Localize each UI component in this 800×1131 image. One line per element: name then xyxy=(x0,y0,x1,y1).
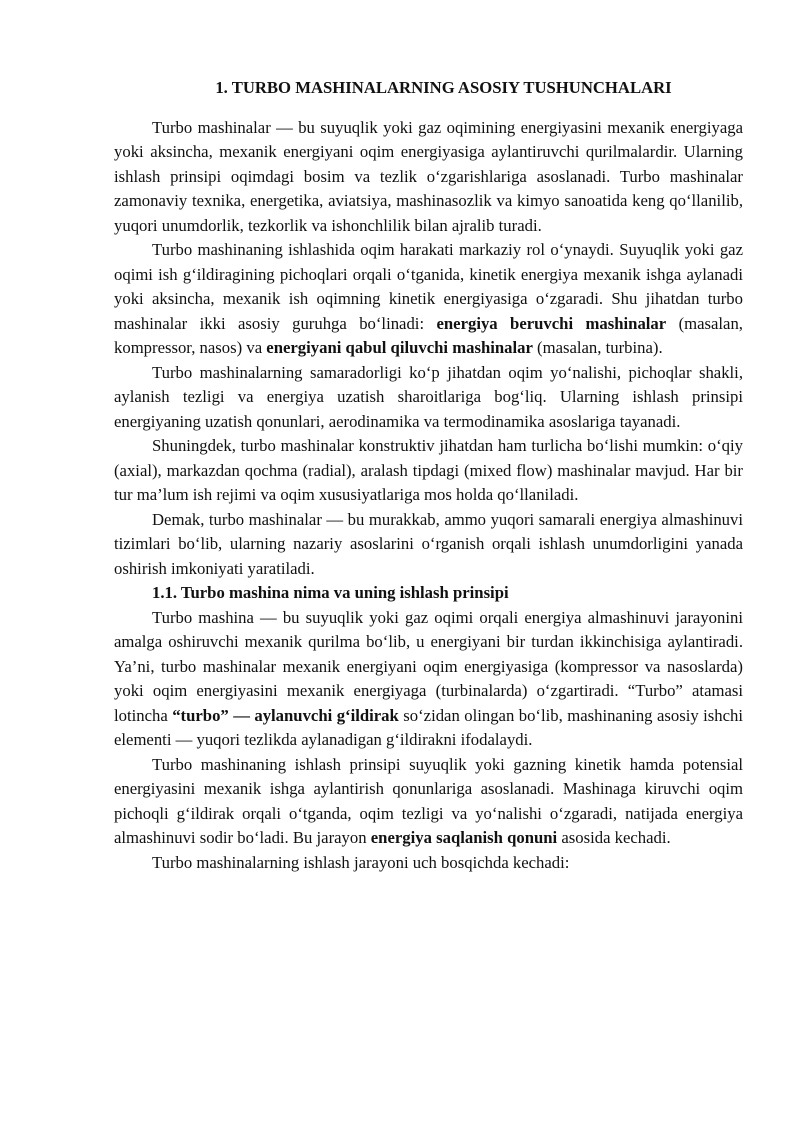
paragraph-principle xyxy=(114,753,743,851)
paragraph-flow-role xyxy=(114,238,743,361)
section-subtitle: 1.1. Turbo mashina nima va uning ishlash prinsipi xyxy=(152,583,509,602)
text-run: Turbo mashinaning ishlash prinsipi suyuqlik yoki gazning kinetik hamda potensial energiyasini mexanik ishga aylantirish qonunlariga asoslanadi. Mashinaga kiruvchi oqim pichoqli g‘ildirak orqali o‘tganda, oqim tezligi va yo‘nalishi o‘zgaradi, natijada energiya almashinuvi sodir bo‘ladi. Bu jarayon xyxy=(114,754,743,847)
document-page xyxy=(114,68,743,875)
paragraph-intro: Turbo mashinalar — bu suyuqlik yoki gaz oqimining energiyasini mexanik energiyaga yoki aksincha, mexanik energiyani oqim energiyasiga aylantiruvchi qurilmalardir. Ularning ishlash prinsipi oqimdagi bosim va tezlik o‘zgarishlariga asoslanadi. Turbo mashinalar zamonaviy texnika, energetika, aviatsiya, mashinasozlik va kimyo sanoatida keng qo‘llanilib, yuqori unumdorlik, tezkorlik va ishonchlilik bilan ajralib turadi. xyxy=(114,117,743,235)
text-run: Turbo mashinaning ishlashida oqim harakati markaziy rol o‘ynaydi. Suyuqlik yoki gaz oqimi ish g‘ildiragining pichoqlari orqali o‘tganida, kinetik energiya mexanik ishga aylanadi yoki aksincha, mexanik ish oqimning kinetik energiyasiga o‘zgaradi. Shu jihatdan turbo mashinalar ikki asosiy guruhga bo‘linadi: xyxy=(114,240,743,333)
bold-term-conservation: energiya saqlanish qonuni xyxy=(370,828,558,847)
text-run: asosida kechadi. xyxy=(557,828,671,847)
text-run: so‘zidan olingan bo‘lib, mashinaning asosiy ishchi elementi — yuqori tezlikda aylanadigan g‘ildirakni ifodalaydi. xyxy=(114,705,743,749)
page-title: 1. TURBO MASHINALARNING ASOSIY TUSHUNCHALARI xyxy=(215,78,672,97)
bold-term-turbo: “turbo” — aylanuvchi g‘ildirak xyxy=(172,705,399,725)
bold-term-energy-receiving: energiyani qabul qiluvchi mashinalar xyxy=(266,338,533,357)
paragraph-definition xyxy=(114,606,743,753)
paragraph-types: Shuningdek, turbo mashinalar konstruktiv jihatdan ham turlicha bo‘lishi mumkin: o‘qiy (axial), markazdan qochma (radial), aralash tipdagi (mixed flow) mashinalar mavjud. Har bir tur ma’lum ish rejimi va oqim xususiyatlariga mos holda qo‘llaniladi. xyxy=(114,436,743,504)
bold-term-energy-giving: energiya beruvchi mashinalar xyxy=(436,313,667,333)
paragraph-stages: Turbo mashinalarning ishlash jarayoni uch bosqichda kechadi: xyxy=(152,852,570,872)
text-run: (masalan, kompressor, nasos) va xyxy=(114,313,743,357)
paragraph-conclusion: Demak, turbo mashinalar — bu murakkab, ammo yuqori samarali energiya almashinuvi tizimlari bo‘lib, ularning nazariy asoslarini o‘rganish orqali ishlash unumdorligini yanada oshirish imkoniyati yaratiladi. xyxy=(114,509,743,578)
text-run: Turbo mashina — bu suyuqlik yoki gaz oqimi orqali energiya almashinuvi jarayonini amalga oshiruvchi mexanik qurilma bo‘lib, u energiyani bir turdan ikkinchisiga aylantiradi. Ya’ni, turbo mashinalar mexanik energiyani oqim energiyasiga (kompressor va nasoslarda) yoki oqim energiyasini mexanik energiyaga (turbinalarda) o‘zgartiradi. “Turbo” atamasi lotincha xyxy=(114,607,743,725)
text-run: (masalan, turbina). xyxy=(532,338,663,357)
paragraph-efficiency: Turbo mashinalarning samaradorligi ko‘p jihatdan oqim yo‘nalishi, pichoqlar shakli, aylanish tezligi va energiya uzatish sharoitlariga bog‘liq. Ularning ishlash prinsipi energiyaning uzatish qonunlari, aerodinamika va termodinamika asoslariga tayanadi. xyxy=(114,362,743,431)
